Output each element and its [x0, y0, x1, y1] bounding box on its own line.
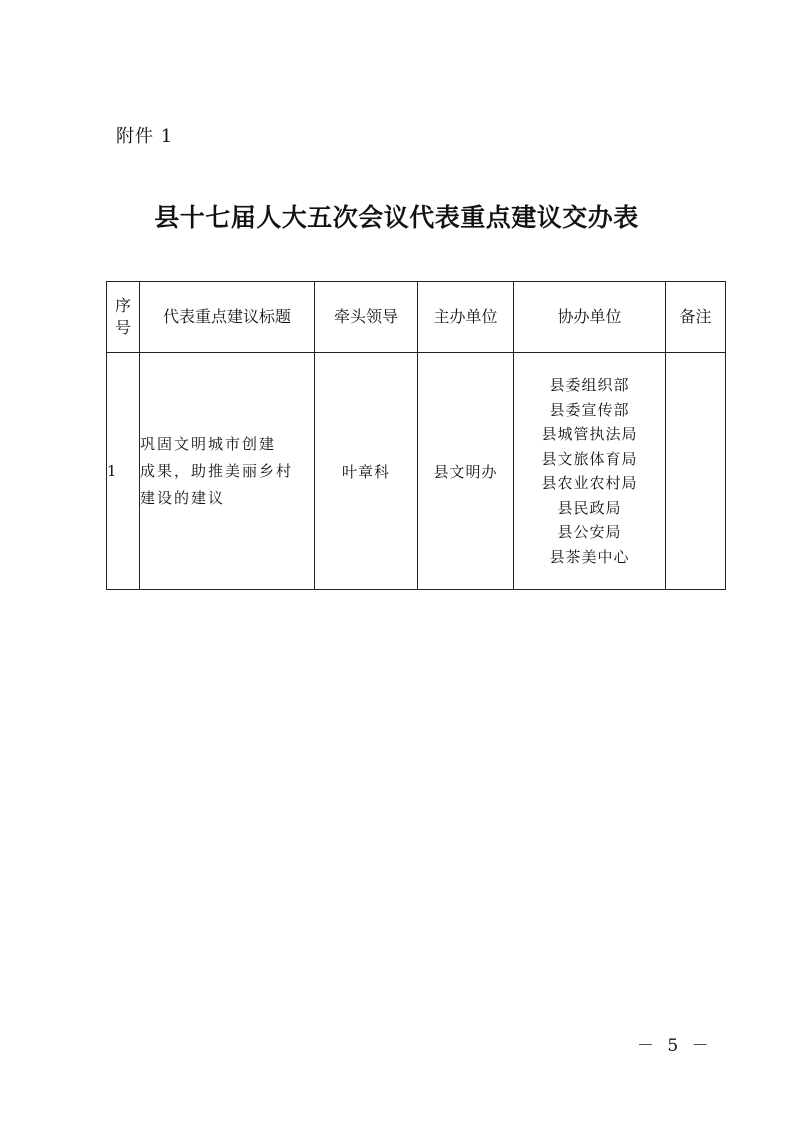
assist-unit: 县农业农村局 [541, 474, 638, 492]
header-seq-line1: 序 [114, 296, 131, 315]
row-host: 县文明办 [418, 353, 514, 590]
page-number: － 5 － [637, 1036, 713, 1056]
header-note: 备注 [666, 282, 726, 353]
row-note [666, 353, 726, 590]
recommendation-table [106, 281, 726, 590]
header-lead: 牵头领导 [315, 282, 418, 353]
row-title-line: 建设的建议 [140, 488, 226, 507]
attachment-label: 附件 1 [116, 126, 174, 147]
header-title: 代表重点建议标题 [140, 282, 315, 353]
header-assist: 协办单位 [514, 282, 666, 353]
assist-unit: 县茶美中心 [549, 547, 630, 566]
row-assist [514, 353, 666, 590]
row-title-line: 巩固文明城市创建 [140, 434, 277, 453]
assist-unit: 县委宣传部 [549, 400, 630, 419]
document-title: 县十七届人大五次会议代表重点建议交办表 [154, 203, 639, 232]
row-title [140, 353, 315, 590]
header-host: 主办单位 [418, 282, 514, 353]
assist-unit: 县委组织部 [549, 376, 630, 394]
row-seq: 1 [107, 353, 140, 590]
assist-unit-list [514, 373, 665, 569]
assist-unit: 县文旅体育局 [541, 449, 638, 468]
assist-unit: 县公安局 [557, 523, 622, 541]
table-row [107, 353, 726, 590]
assist-unit: 县城管执法局 [541, 425, 638, 443]
table-header-row [107, 282, 726, 353]
assist-unit: 县民政局 [557, 498, 622, 517]
header-seq-line2: 号 [114, 318, 131, 337]
row-title-line: 成果，助推美丽乡村 [140, 461, 294, 480]
row-lead: 叶章科 [315, 353, 418, 590]
header-seq [107, 282, 140, 353]
